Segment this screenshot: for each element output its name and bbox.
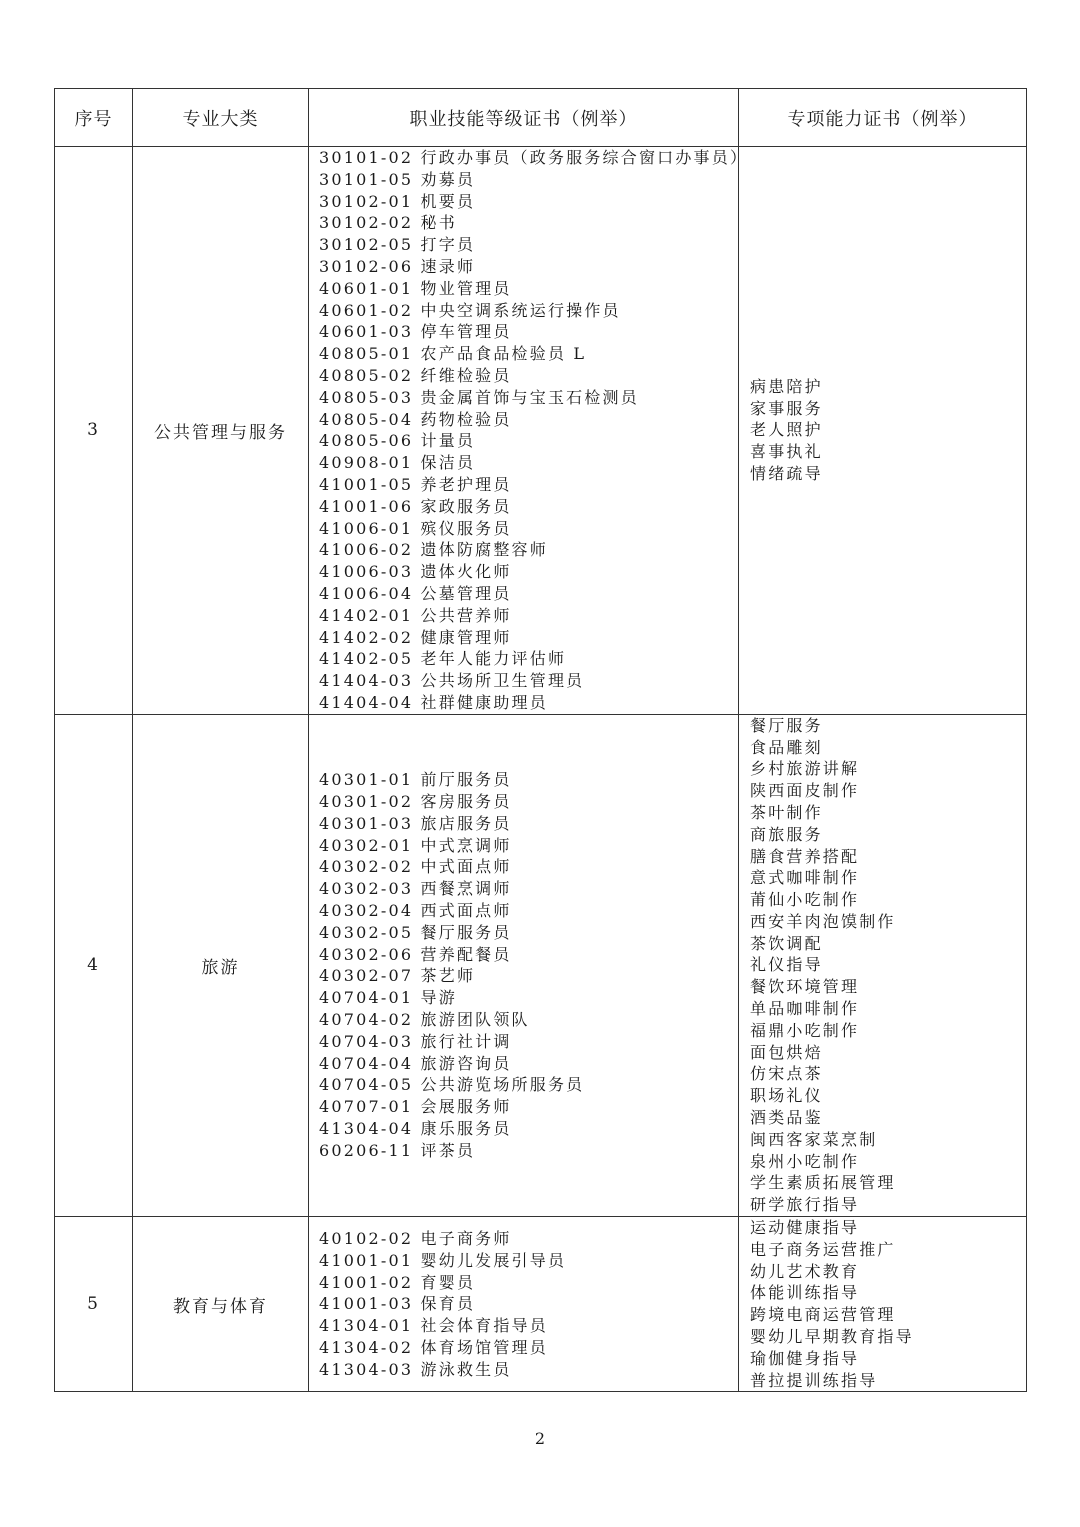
skill-cert-item: 40601-01 物业管理员 (319, 278, 512, 298)
header-special-certs: 专项能力证书（例举） (739, 89, 1027, 147)
header-index: 序号 (55, 89, 133, 147)
certificate-table (54, 88, 1027, 1392)
skill-cert-item: 41404-03 公共场所卫生管理员 (319, 671, 585, 691)
skill-cert-item: 40302-04 西式面点师 (319, 900, 512, 920)
table-row (55, 147, 1027, 715)
skill-cert-item: 40601-03 停车管理员 (319, 322, 512, 342)
special-cert-item: 体能训练指导 (750, 1283, 860, 1303)
skill-cert-item: 41001-06 家政服务员 (319, 496, 512, 516)
special-cert-item: 喜事执礼 (750, 442, 823, 462)
table-row (55, 1217, 1027, 1392)
special-cert-item: 礼仪指导 (750, 955, 823, 975)
special-cert-item: 餐厅服务 (750, 715, 823, 735)
special-cert-item: 跨境电商运营管理 (750, 1305, 896, 1325)
skill-cert-item: 40704-04 旅游咨询员 (319, 1053, 512, 1073)
special-cert-item: 瑜伽健身指导 (750, 1348, 860, 1368)
special-cert-item: 电子商务运营推广 (750, 1239, 896, 1259)
special-cert-item: 乡村旅游讲解 (750, 759, 860, 779)
special-cert-item: 陕西面皮制作 (750, 781, 860, 801)
skill-cert-item: 41304-03 游泳救生员 (319, 1359, 512, 1379)
special-cert-item: 莆仙小吃制作 (750, 890, 860, 910)
table-header (55, 89, 1027, 147)
skill-cert-item: 41304-01 社会体育指导员 (319, 1316, 548, 1336)
special-cert-item: 病患陪护 (750, 376, 823, 396)
skill-cert-item: 40908-01 保洁员 (319, 453, 476, 473)
skill-cert-item: 40102-02 电子商务师 (319, 1228, 512, 1248)
special-cert-item: 泉州小吃制作 (750, 1151, 860, 1171)
row-number: 4 (55, 714, 133, 1216)
special-cert-item: 老人照护 (750, 420, 823, 440)
special-cert-item: 餐饮环境管理 (750, 977, 860, 997)
special-cert-item: 幼儿艺术教育 (750, 1261, 860, 1281)
special-cert-item: 普拉提训练指导 (750, 1370, 878, 1390)
special-certs-cell (739, 147, 1027, 715)
skill-cert-item: 41304-04 康乐服务员 (319, 1118, 512, 1138)
special-cert-item: 食品雕刻 (750, 737, 823, 757)
special-cert-item: 家事服务 (750, 398, 823, 418)
skill-cert-item: 41404-04 社群健康助理员 (319, 692, 548, 712)
special-cert-item: 运动健康指导 (750, 1218, 860, 1238)
skill-cert-item: 41001-03 保育员 (319, 1294, 476, 1314)
skill-cert-item: 30102-06 速录师 (319, 256, 476, 276)
category-cell: 教育与体育 (133, 1217, 309, 1392)
skill-cert-item: 41006-04 公墓管理员 (319, 583, 512, 603)
skill-certs-cell (309, 714, 739, 1216)
skill-cert-item: 60206-11 评茶员 (319, 1140, 476, 1160)
skill-cert-item: 40707-01 会展服务师 (319, 1097, 512, 1117)
skill-cert-item: 41402-05 老年人能力评估师 (319, 649, 567, 669)
special-cert-item: 茶饮调配 (750, 933, 823, 953)
special-certs-cell (739, 714, 1027, 1216)
table-row (55, 714, 1027, 1216)
skill-cert-item: 40302-05 餐厅服务员 (319, 922, 512, 942)
skill-cert-item: 40301-03 旅店服务员 (319, 813, 512, 833)
special-cert-item: 酒类品鉴 (750, 1108, 823, 1128)
skill-cert-item: 40704-02 旅游团队领队 (319, 1009, 530, 1029)
special-cert-item: 意式咖啡制作 (750, 868, 860, 888)
skill-certs-cell (309, 147, 749, 715)
special-cert-item: 福鼎小吃制作 (750, 1020, 860, 1040)
category-cell: 旅游 (133, 714, 309, 1216)
skill-cert-item: 41304-02 体育场馆管理员 (319, 1337, 548, 1357)
skill-cert-item: 30102-02 秘书 (319, 213, 457, 233)
header-skill-certs: 职业技能等级证书（例举） (309, 89, 739, 147)
special-cert-item: 面包烘焙 (750, 1042, 823, 1062)
special-cert-item: 情绪疏导 (750, 464, 823, 484)
skill-cert-item: 41006-03 遗体火化师 (319, 562, 512, 582)
skill-cert-item: 40704-01 导游 (319, 988, 457, 1008)
special-cert-item: 学生素质拓展管理 (750, 1173, 896, 1193)
special-certs-cell (739, 1217, 1027, 1392)
skill-cert-item: 40301-01 前厅服务员 (319, 770, 512, 790)
skill-cert-item: 40302-01 中式烹调师 (319, 835, 512, 855)
skill-cert-item: 41402-01 公共营养师 (319, 605, 512, 625)
special-cert-item: 单品咖啡制作 (750, 999, 860, 1019)
category-cell: 公共管理与服务 (133, 147, 309, 715)
skill-cert-item: 40805-01 农产品食品检验员 L (319, 344, 587, 364)
skill-cert-item: 40805-03 贵金属首饰与宝玉石检测员 (319, 387, 639, 407)
skill-cert-item: 40601-02 中央空调系统运行操作员 (319, 300, 621, 320)
skill-certs-cell (309, 1217, 739, 1392)
skill-cert-item: 41001-01 婴幼儿发展引导员 (319, 1250, 567, 1270)
skill-cert-item: 30102-05 打字员 (319, 235, 476, 255)
special-cert-item: 职场礼仪 (750, 1086, 823, 1106)
skill-cert-item: 40302-07 茶艺师 (319, 966, 476, 986)
special-cert-item: 闽西客家菜烹制 (750, 1129, 878, 1149)
skill-cert-item: 41402-02 健康管理师 (319, 627, 512, 647)
skill-cert-item: 41001-02 育婴员 (319, 1272, 476, 1292)
special-cert-item: 研学旅行指导 (750, 1195, 860, 1215)
skill-cert-item: 30101-05 劝募员 (319, 169, 476, 189)
skill-cert-item: 41001-05 养老护理员 (319, 474, 512, 494)
skill-cert-item: 40704-05 公共游览场所服务员 (319, 1075, 585, 1095)
skill-cert-item: 40302-06 营养配餐员 (319, 944, 512, 964)
special-cert-item: 婴幼儿早期教育指导 (750, 1327, 914, 1347)
skill-cert-item: 41006-01 殡仪服务员 (319, 518, 512, 538)
page-number: 2 (534, 1429, 546, 1448)
row-number: 5 (55, 1217, 133, 1392)
row-number: 3 (55, 147, 133, 715)
special-cert-item: 仿宋点茶 (750, 1064, 823, 1084)
header-category: 专业大类 (133, 89, 309, 147)
skill-cert-item: 40704-03 旅行社计调 (319, 1031, 512, 1051)
special-cert-item: 商旅服务 (750, 824, 823, 844)
skill-cert-item: 40302-02 中式面点师 (319, 857, 512, 877)
skill-cert-item: 40301-02 客房服务员 (319, 792, 512, 811)
skill-cert-item: 30101-02 行政办事员（政务服务综合窗口办事员） (319, 148, 749, 167)
skill-cert-item: 40302-03 西餐烹调师 (319, 879, 512, 899)
skill-cert-item: 41006-02 遗体防腐整容师 (319, 540, 548, 560)
special-cert-item: 西安羊肉泡馍制作 (750, 911, 896, 931)
special-cert-item: 茶叶制作 (750, 802, 823, 822)
skill-cert-item: 40805-02 纤维检验员 (319, 365, 512, 385)
special-cert-item: 膳食营养搭配 (750, 846, 860, 866)
skill-cert-item: 30102-01 机要员 (319, 191, 476, 211)
skill-cert-item: 40805-04 药物检验员 (319, 409, 512, 429)
skill-cert-item: 40805-06 计量员 (319, 431, 476, 451)
